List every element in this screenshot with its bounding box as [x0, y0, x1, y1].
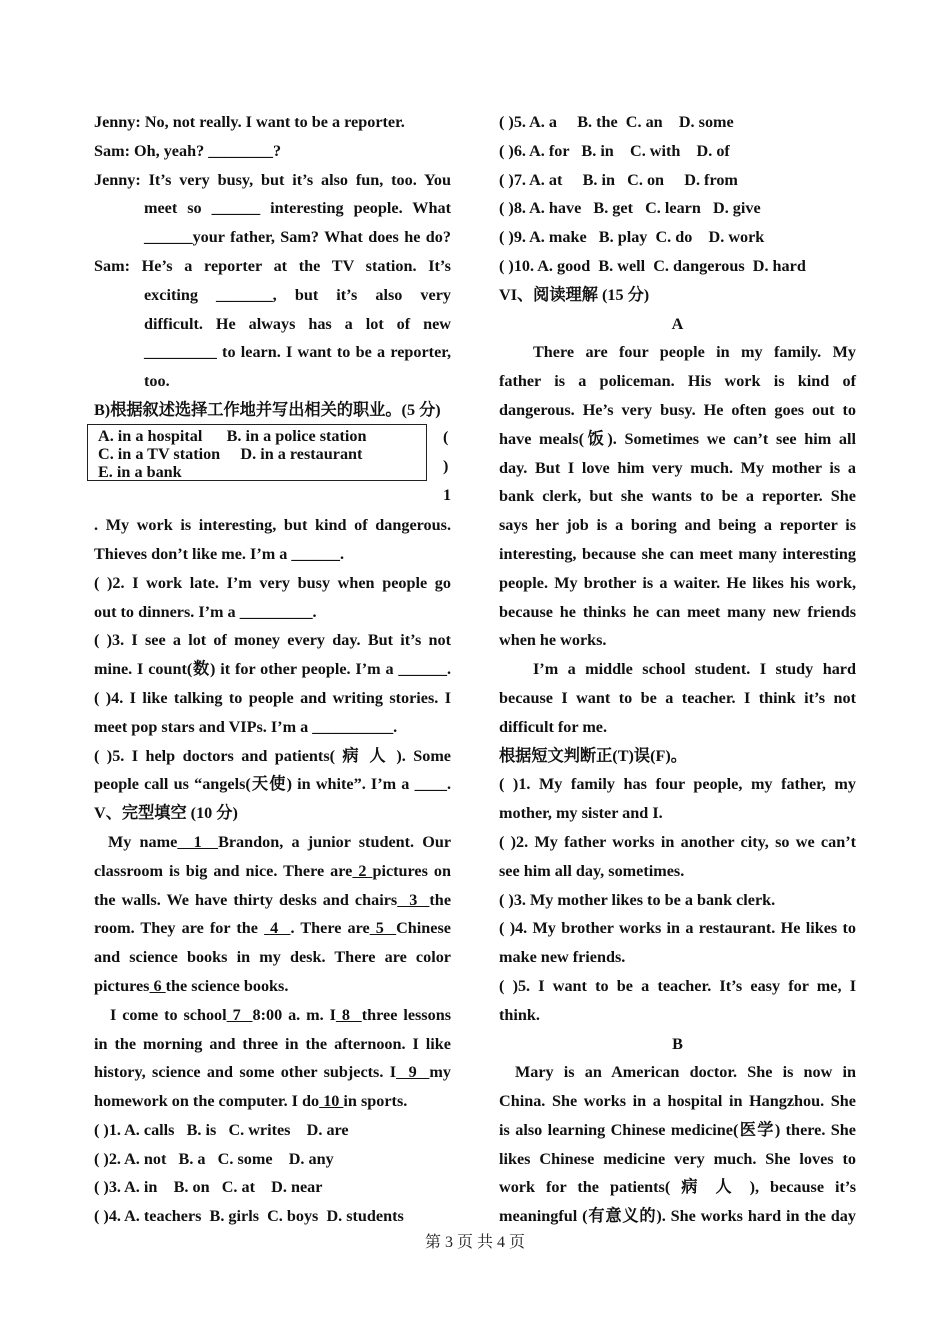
option-line: ( )8. A. have B. get C. learn D. give	[499, 199, 761, 218]
passage-a-title: A	[671, 314, 684, 333]
passage-line: bank clerk, but she wants to be a reporter. She	[499, 487, 856, 506]
blank-7: 7	[226, 1005, 253, 1024]
cloze-line: classroom is big and nice. There are 2 pictures on	[94, 861, 451, 880]
passage-line: I’m a middle school student. I study hard	[533, 660, 856, 679]
dialog-line: difficult. He always has a lot of new	[144, 314, 451, 333]
option-line: ( )10. A. good B. well C. dangerous D. hard	[499, 256, 806, 275]
section-v-title: V、完型填空 (10 分)	[94, 804, 238, 823]
passage-line: because I want to be a teacher. I think it’s not	[499, 688, 856, 707]
dialog-line: Jenny: It’s very busy, but it’s also fun, too. You	[94, 170, 451, 189]
blank-1: 1	[177, 832, 219, 851]
paren-open: (	[443, 428, 449, 446]
option-line: ( )1. A. calls B. is C. writes D. are	[94, 1120, 349, 1139]
tf-line: think.	[499, 1005, 540, 1024]
tf-line: ( )1. My family has four people, my father, my	[499, 775, 856, 794]
paren-close: )	[443, 457, 449, 475]
b-line: out to dinners. I’m a _________.	[94, 602, 317, 621]
option-line: ( )9. A. make B. play C. do D. work	[499, 228, 765, 247]
cloze-line: and science books in my desk. There are color	[94, 948, 451, 967]
passage-line: dangerous. He’s very busy. He often goes out to	[499, 400, 856, 419]
box-option: C. in a TV station D. in a restaurant	[98, 445, 363, 463]
b-line: ( )5. I help doctors and patients( 病 人 ). Some	[94, 746, 451, 765]
passage-line: father is a policeman. His work is kind of	[499, 372, 856, 391]
section-b-title: B)根据叙述选择工作地并写出相关的职业。(5 分)	[94, 400, 441, 419]
dialog-line: meet so ______ interesting people. What	[144, 199, 451, 218]
option-line: ( )5. A. a B. the C. an D. some	[499, 113, 734, 131]
passage-line: have meals(饭). Sometimes we can’t see him all	[499, 429, 856, 448]
passage-line: is also learning Chinese medicine(医学) there. She	[499, 1120, 856, 1139]
box-option: A. in a hospital B. in a police station	[98, 427, 367, 445]
tf-line: see him all day, sometimes.	[499, 861, 685, 880]
blank-6: 6	[149, 976, 166, 995]
tf-line: ( )4. My brother works in a restaurant. He likes to	[499, 919, 856, 938]
passage-line: when he works.	[499, 631, 607, 650]
cloze-line: history, science and some other subjects. I 9 my	[94, 1063, 451, 1082]
cloze-line: in the morning and three in the afternoon. I like	[94, 1034, 451, 1053]
tf-line: ( )3. My mother likes to be a bank clerk.	[499, 890, 776, 909]
box-option: E. in a bank	[98, 463, 182, 481]
b-line: ( )2. I work late. I’m very busy when people go	[94, 573, 451, 592]
cloze-line: pictures 6 the science books.	[94, 976, 289, 995]
dialog-line: too.	[144, 372, 170, 391]
dialog-line: _________ to learn. I want to be a reporter,	[144, 343, 451, 362]
tf-line: mother, my sister and I.	[499, 804, 663, 823]
dialog-line: ______your father, Sam? What does he do?	[144, 228, 451, 247]
passage-line: There are four people in my family. My	[533, 343, 856, 362]
cloze-line: homework on the computer. I do 10 in sports.	[94, 1092, 408, 1111]
blank-10: 10	[319, 1092, 344, 1111]
blank-2: 2	[352, 861, 373, 880]
b-line: Thieves don’t like me. I’m a ______.	[94, 544, 344, 563]
option-line: ( )3. A. in B. on C. at D. near	[94, 1178, 323, 1197]
right-column	[499, 108, 856, 1231]
tf-line: ( )2. My father works in another city, so we can’t	[499, 832, 856, 851]
cloze-line: I come to school 7 8:00 a. m. I 8 three lessons	[110, 1005, 451, 1024]
passage-line: because he thinks he can meet many new friends	[499, 602, 856, 621]
passage-line: says her job is a boring and being a reporter is	[499, 516, 856, 535]
passage-line: work for the patients( 病 人 ), because it’s	[499, 1178, 856, 1197]
dialog-line: exciting _______, but it’s also very	[144, 285, 451, 304]
option-line: ( )4. A. teachers B. girls C. boys D. students	[94, 1207, 404, 1226]
blank-5: 5	[369, 919, 397, 938]
dialog-line: Sam: Oh, yeah? ________?	[94, 141, 282, 160]
tf-title: 根据短文判断正(T)误(F)。	[499, 746, 687, 765]
passage-b-title: B	[672, 1034, 683, 1053]
b-line: ( )3. I see a lot of money every day. But it’s not	[94, 631, 451, 650]
passage-line: people. My brother is a waiter. He likes his work,	[499, 573, 856, 592]
option-line: ( )6. A. for B. in C. with D. of	[499, 141, 730, 160]
tf-line: ( )5. I want to be a teacher. It’s easy for me, I	[499, 976, 856, 995]
blank-3: 3	[397, 890, 430, 909]
b-line: meet pop stars and VIPs. I’m a __________.	[94, 717, 398, 736]
left-column	[94, 108, 451, 1231]
b-line: mine. I count(数) it for other people. I’m a ______.	[94, 660, 451, 679]
passage-line: difficult for me.	[499, 717, 608, 736]
option-line: ( )7. A. at B. in C. on D. from	[499, 170, 738, 189]
passage-line: day. But I love him very much. My mother is a	[499, 458, 856, 477]
b-line: . My work is interesting, but kind of dangerous.	[94, 516, 451, 535]
passage-line: interesting, because she can meet many interesting	[499, 544, 856, 563]
b-line: ( )4. I like talking to people and writing stories. I	[94, 688, 451, 707]
question-number: 1	[443, 486, 452, 504]
options-box	[87, 424, 427, 481]
tf-line: make new friends.	[499, 948, 626, 967]
passage-line: meaningful (有意义的). She works hard in the day	[499, 1207, 856, 1226]
passage-line: Mary is an American doctor. She is now in	[515, 1063, 856, 1082]
blank-9: 9	[396, 1063, 430, 1082]
cloze-line: My name 1 Brandon, a junior student. Our	[108, 832, 452, 851]
page-footer: 第 3 页 共 4 页	[424, 1234, 525, 1251]
blank-8: 8	[335, 1005, 362, 1024]
b-line: people call us “angels(天使) in white”. I’m a ____.	[94, 775, 451, 794]
blank-4: 4	[264, 919, 291, 938]
passage-line: China. She works in a hospital in Hangzhou. She	[499, 1092, 856, 1111]
passage-line: likes Chinese medicine very much. She loves to	[499, 1149, 856, 1168]
dialog-line: Jenny: No, not really. I want to be a reporter.	[94, 113, 405, 131]
cloze-line: the walls. We have thirty desks and chairs 3 the	[94, 890, 451, 909]
section-vi-title: VI、阅读理解 (15 分)	[499, 285, 650, 304]
dialog-line: Sam: He’s a reporter at the TV station. It’s	[94, 256, 451, 275]
cloze-line: room. They are for the 4 . There are 5 Chinese	[94, 919, 451, 938]
option-line: ( )2. A. not B. a C. some D. any	[94, 1149, 334, 1168]
